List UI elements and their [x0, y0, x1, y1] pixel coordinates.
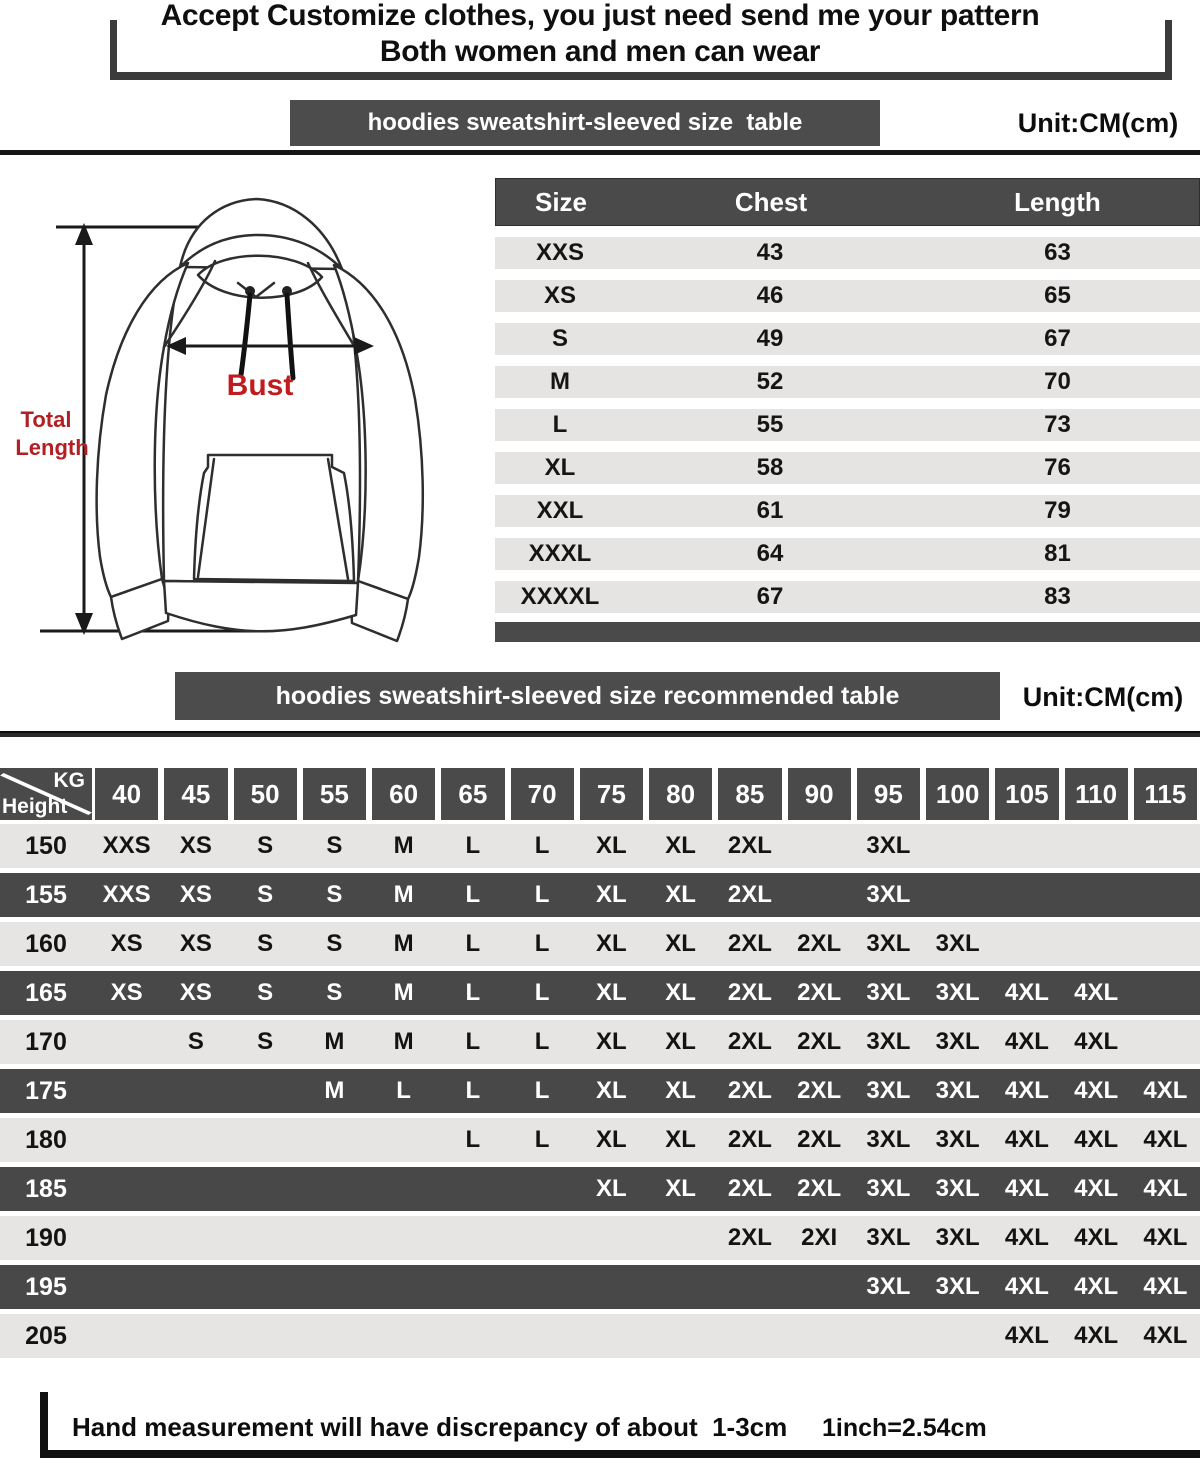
size-cell: 2XL [797, 1175, 842, 1202]
weight-header-cell: 45 [164, 768, 227, 820]
height-cell: 180 [25, 1125, 67, 1154]
size-cell: XL [596, 1126, 627, 1153]
size-cell: L [534, 979, 550, 1006]
size-cell: XL [665, 1028, 696, 1055]
size-cell: 3XL [935, 930, 980, 957]
size-value: XL [544, 454, 576, 481]
size-value: S [551, 325, 568, 352]
size-cell: 3XL [935, 979, 980, 1006]
size-cell: XL [665, 979, 696, 1006]
reco-row [0, 824, 1200, 868]
size-cell: XL [665, 1077, 696, 1104]
table-row [495, 495, 1200, 527]
size-cell: XXS [102, 881, 151, 908]
reco-row [0, 1265, 1200, 1309]
length-value: 63 [1044, 239, 1071, 266]
size-cell: 2XL [727, 832, 772, 859]
kg-label: KG [53, 769, 85, 792]
size-cell: 2XI [801, 1224, 838, 1251]
size-cell: S [257, 881, 274, 908]
size-value: XXXXL [520, 583, 600, 610]
size-cell: XL [596, 930, 627, 957]
height-cell: 170 [25, 1027, 67, 1056]
weight-header-cell: 60 [372, 768, 435, 820]
table-footer-bar [495, 622, 1200, 642]
unit-label-cm: Unit:CM(cm) [1017, 108, 1179, 138]
size-cell: S [257, 930, 274, 957]
reco-row [0, 1216, 1200, 1260]
size-cell: L [465, 1077, 481, 1104]
size-cell: 4XL [1074, 1322, 1119, 1349]
height-cell: 155 [25, 880, 67, 909]
size-cell: XL [596, 979, 627, 1006]
size-cell: 2XL [797, 1077, 842, 1104]
table-row [495, 581, 1200, 613]
size-cell: 4XL [1074, 1126, 1119, 1153]
size-table-header [495, 178, 1200, 226]
size-value: XXXL [528, 540, 592, 567]
reco-table [0, 768, 1200, 1363]
size-cell: XS [179, 979, 212, 1006]
reco-row [0, 971, 1200, 1015]
reco-row [0, 1314, 1200, 1358]
weight-header-cell: 115 [1134, 768, 1197, 820]
weight-header-cell: 105 [995, 768, 1058, 820]
size-value: XS [543, 282, 576, 309]
size-cell: L [465, 881, 481, 908]
total-length-label-line1: Total [20, 407, 72, 432]
weight-header-cell: 85 [718, 768, 781, 820]
size-cell: S [187, 1028, 204, 1055]
total-length-label-line2: Length [15, 435, 89, 460]
size-cell: 3XL [935, 1224, 980, 1251]
size-cell: XS [179, 832, 212, 859]
weight-header-cell: 40 [95, 768, 158, 820]
size-cell: XXS [102, 832, 151, 859]
reco-row [0, 1020, 1200, 1064]
size-cell: 4XL [1004, 979, 1049, 1006]
weight-header-cell: 55 [303, 768, 366, 820]
size-cell: L [534, 1126, 550, 1153]
length-value: 67 [1044, 325, 1071, 352]
size-cell: L [465, 832, 481, 859]
kg-height-corner [0, 768, 92, 820]
reco-row [0, 1118, 1200, 1162]
size-cell: 4XL [1074, 1028, 1119, 1055]
size-cell: 3XL [866, 832, 911, 859]
footer-frame-left [40, 1392, 48, 1458]
column-header-length: Length [1014, 186, 1101, 217]
size-cell: 3XL [866, 1077, 911, 1104]
size-cell: 2XL [727, 1224, 772, 1251]
height-cell: 185 [25, 1174, 67, 1203]
size-cell: 4XL [1143, 1175, 1188, 1202]
size-cell: XS [110, 930, 143, 957]
size-cell: 4XL [1143, 1322, 1188, 1349]
size-cell: 3XL [935, 1175, 980, 1202]
size-cell: M [393, 832, 414, 859]
chest-value: 49 [756, 325, 784, 352]
height-cell: 175 [25, 1076, 67, 1105]
size-cell: L [534, 930, 550, 957]
size-cell: L [465, 1028, 481, 1055]
size-cell: 4XL [1004, 1273, 1049, 1300]
size-cell: M [393, 930, 414, 957]
chest-value: 55 [756, 411, 784, 438]
table-row [495, 237, 1200, 269]
hoodie-diagram [0, 163, 490, 663]
size-cell: S [326, 881, 343, 908]
size-cell: 3XL [866, 1126, 911, 1153]
size-value: XXS [535, 239, 585, 266]
weight-header-cell: 95 [857, 768, 920, 820]
divider-line [0, 731, 1200, 737]
reco-table-banner: hoodies sweatshirt-sleeved size recommended table [175, 672, 1000, 720]
table-row [495, 452, 1200, 484]
size-cell: S [326, 930, 343, 957]
bust-label: Bust [226, 369, 294, 402]
inch-conversion: 1inch=2.54cm [822, 1414, 987, 1442]
size-value: M [550, 368, 570, 395]
weight-header-cell: 100 [926, 768, 989, 820]
size-cell: M [393, 881, 414, 908]
height-cell: 195 [25, 1272, 67, 1301]
size-cell: XS [110, 979, 143, 1006]
reco-row [0, 922, 1200, 966]
size-value: XXL [536, 497, 584, 524]
chest-value: 46 [756, 282, 784, 309]
size-cell: 2XL [727, 1175, 772, 1202]
size-cell: 2XL [727, 930, 772, 957]
size-cell: S [326, 979, 343, 1006]
size-cell: XL [596, 1077, 627, 1104]
size-cell: M [393, 1028, 414, 1055]
page-title-line2: Both women and men can wear [379, 35, 821, 68]
table-row [495, 280, 1200, 312]
length-value: 65 [1044, 282, 1071, 309]
size-cell: 2XL [797, 1126, 842, 1153]
size-value: L [552, 411, 568, 438]
size-cell: 3XL [935, 1273, 980, 1300]
size-cell: 3XL [866, 930, 911, 957]
size-cell: 3XL [935, 1126, 980, 1153]
size-cell: M [393, 979, 414, 1006]
column-header-chest: Chest [734, 186, 808, 217]
chest-value: 64 [756, 540, 784, 567]
reco-row [0, 1167, 1200, 1211]
size-cell: 4XL [1004, 1028, 1049, 1055]
footer-frame-bottom [40, 1450, 1200, 1458]
height-cell: 160 [25, 929, 67, 958]
weight-header-cell: 70 [511, 768, 574, 820]
size-cell: 3XL [866, 881, 911, 908]
weight-header-cell: 80 [649, 768, 712, 820]
size-cell: XL [596, 881, 627, 908]
size-cell: S [257, 1028, 274, 1055]
size-cell: L [534, 1077, 550, 1104]
chest-value: 67 [756, 583, 784, 610]
size-cell: 2XL [797, 930, 842, 957]
size-cell: 4XL [1074, 1224, 1119, 1251]
length-value: 79 [1044, 497, 1071, 524]
weight-header-cell: 75 [580, 768, 643, 820]
unit-label-cm: Unit:CM(cm) [1022, 682, 1184, 712]
size-cell: 4XL [1004, 1126, 1049, 1153]
size-cell: 2XL [727, 1077, 772, 1104]
size-cell: 4XL [1074, 1175, 1119, 1202]
table-row [495, 366, 1200, 398]
size-cell: S [257, 832, 274, 859]
length-value: 76 [1044, 454, 1071, 481]
size-cell: 4XL [1004, 1322, 1049, 1349]
size-cell: XS [179, 881, 212, 908]
size-cell: XL [596, 1175, 627, 1202]
size-cell: L [396, 1077, 411, 1104]
divider-line [0, 150, 1200, 155]
size-cell: 2XL [727, 1126, 772, 1153]
size-cell: 3XL [935, 1028, 980, 1055]
weight-header-cell: 50 [234, 768, 297, 820]
size-cell: 2XL [797, 1028, 842, 1055]
size-cell: L [465, 1126, 481, 1153]
table-row [495, 538, 1200, 570]
height-label: Height [2, 795, 68, 818]
size-cell: S [326, 832, 343, 859]
size-cell: 4XL [1143, 1126, 1188, 1153]
size-cell: XL [665, 881, 696, 908]
size-cell: 3XL [866, 1175, 911, 1202]
size-cell: XL [596, 1028, 627, 1055]
size-cell: 3XL [866, 1224, 911, 1251]
size-cell: 2XL [727, 1028, 772, 1055]
column-header-size: Size [534, 186, 588, 217]
table-row [495, 323, 1200, 355]
length-value: 73 [1044, 411, 1071, 438]
size-cell: S [257, 979, 274, 1006]
size-cell: 3XL [866, 979, 911, 1006]
height-cell: 190 [25, 1223, 67, 1252]
reco-row [0, 1069, 1200, 1113]
size-cell: 4XL [1143, 1273, 1188, 1300]
length-value: 70 [1044, 368, 1071, 395]
hoodie-outline [97, 199, 423, 641]
height-cell: 150 [25, 831, 67, 860]
size-cell: XL [665, 1126, 696, 1153]
weight-header-cell: 65 [441, 768, 504, 820]
length-value: 81 [1044, 540, 1071, 567]
chest-value: 52 [756, 368, 784, 395]
size-cell: L [534, 881, 550, 908]
size-table-banner: hoodies sweatshirt-sleeved size table [290, 100, 880, 146]
size-cell: 3XL [935, 1077, 980, 1104]
size-cell: 3XL [866, 1273, 911, 1300]
size-cell: 4XL [1074, 1273, 1119, 1300]
size-cell: 4XL [1074, 979, 1119, 1006]
reco-header-row [0, 768, 1200, 820]
size-cell: 2XL [727, 881, 772, 908]
chest-value: 43 [756, 239, 784, 266]
weight-header-cell: 90 [788, 768, 851, 820]
size-cell: XL [596, 832, 627, 859]
weight-header-cell: 110 [1065, 768, 1128, 820]
height-cell: 165 [25, 978, 67, 1007]
footer-note: Hand measurement will have discrepancy of about 1-3cm [72, 1412, 788, 1442]
chest-value: 61 [756, 497, 784, 524]
chest-value: 58 [756, 454, 784, 481]
size-cell: L [534, 1028, 550, 1055]
size-cell: 2XL [797, 979, 842, 1006]
table-row [495, 409, 1200, 441]
size-cell: L [534, 832, 550, 859]
size-cell: XL [665, 832, 696, 859]
size-cell: 4XL [1004, 1224, 1049, 1251]
reco-body [0, 824, 1200, 1358]
page-title-line1: Accept Customize clothes, you just need send me your pattern [160, 0, 1040, 32]
size-cell: 3XL [866, 1028, 911, 1055]
length-value: 83 [1044, 583, 1071, 610]
size-cell: XL [665, 930, 696, 957]
size-cell: M [324, 1077, 345, 1104]
size-cell: 2XL [727, 979, 772, 1006]
page-title [0, 0, 1200, 70]
size-cell: XS [179, 930, 212, 957]
size-cell: 4XL [1004, 1077, 1049, 1104]
size-cell: 4XL [1074, 1077, 1119, 1104]
size-cell: L [465, 979, 481, 1006]
size-cell: 4XL [1143, 1077, 1188, 1104]
size-cell: 4XL [1004, 1175, 1049, 1202]
size-cell: M [324, 1028, 345, 1055]
height-cell: 205 [25, 1321, 67, 1350]
reco-row [0, 873, 1200, 917]
size-cell: 4XL [1143, 1224, 1188, 1251]
size-cell: L [465, 930, 481, 957]
size-cell: XL [665, 1175, 696, 1202]
size-table [495, 178, 1200, 642]
